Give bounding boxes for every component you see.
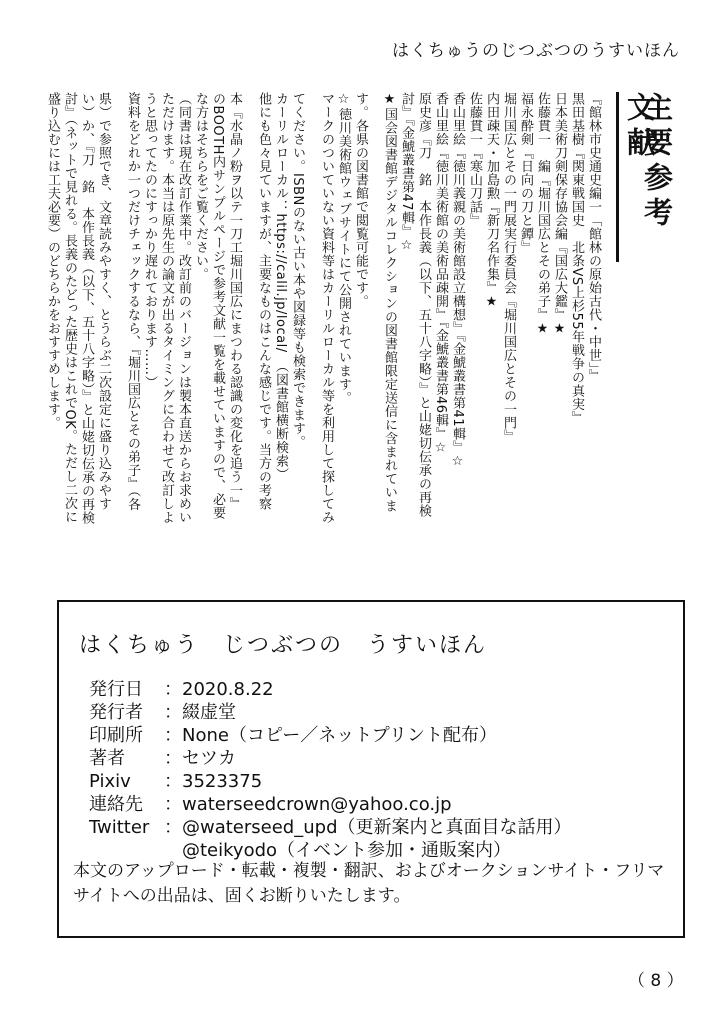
reference-entry: 日本美術刀剣保存協会編『国広大鑑』★ [552,92,567,337]
colophon-row [89,770,572,793]
colophon-title: はくちゅう じつぶつの うすいほん [79,633,488,658]
reference-note: な方はそちらをご覧ください。 [193,92,208,281]
twitter-handle[interactable]: @teikyodo（イベント参加・通販案内） [164,840,512,861]
row-label: 著者 [89,748,125,769]
row-value: ：3523375 [164,771,263,792]
reference-note: い）か、『刀 銘 本作長義（以下、五十八字略）』と山姥切伝承の再検 [79,92,94,525]
reference-note: す。各県の図書館で閲覧可能です。 [353,92,368,308]
reference-entry: 香山里絵『徳川美術館の美術品疎開』『金鯱叢書第46輯』☆ [433,92,448,457]
row-label: 連絡先 [89,794,143,815]
references-title: 主要参考文献 [616,92,665,262]
reference-entry: 『館林市史通史編一「館林の原始古代・中世」』 [586,92,601,383]
reference-note: 資料をどれか一つだけチェックするなら、『堀川国広とその弟子』（各 [125,92,140,511]
reference-entry: 堀川国広とその一門展実行委員会『堀川国広とその一門』 [501,92,516,443]
reference-note: （同書は現在改訂作業中。改訂前のバージョンは製本直送からお求めい [176,92,191,524]
row-label: 発行日 [89,679,143,700]
reference-note: 本『水晶ノ粉ヲ以テ一刀工堀川国広にまつわる認識の変化を追う一』 [227,92,242,511]
row-label: 発行者 [89,702,143,723]
reference-entry: 原史彦『刀 銘 本作長義（以下、五十八字略）』と山姥切伝承の再検 [416,92,431,518]
row-value: ：セツカ [164,748,236,769]
references-section [45,92,674,547]
reference-note: カーリルローカル：https://calil.jp/local/ （図書館横断検索） [273,92,288,482]
reference-note: 県）で参照でき、文章読みやすく、とうらぶ二次設定に盛り込みやす [96,92,111,511]
colophon-box [57,600,685,938]
copyright-notice: 本文のアップロード・転載・複製・翻訳、およびオークションサイト・フリマサイトへの出品は、固くお断りいたします。 [73,861,665,906]
colophon-row [89,678,572,701]
reference-entry: 佐藤貫一『寒山刀話』 [467,92,482,227]
reference-note: のBOOTH内サンプルページで参考文献一覧を載せていますので、必要 [210,92,225,520]
reference-note: 討』（ネットで見れる。長義のたどった歴史はこれでOK。ただし二次に [62,92,77,524]
colophon-info [89,678,572,862]
colophon-row [89,793,572,816]
row-value: ：2020.8.22 [164,679,274,700]
colophon-row [89,816,572,839]
contact-email[interactable]: ：waterseedcrown@yahoo.co.jp [164,794,452,815]
reference-note: ★国会図書館デジタルコレクションの図書館限定送信に含まれていま [382,92,397,513]
reference-note: ただけます。本当は原先生の論文が出るタイミングに合わせて改訂しよ [159,92,174,524]
twitter-handle[interactable]: ：@waterseed_upd（更新案内と真面目な話用） [164,817,572,838]
row-label: Twitter [89,817,150,838]
row-value: ：綴虚堂 [164,702,236,723]
row-value: ：None（コピー／ネットプリント配布） [164,725,497,746]
running-header: はくちゅうのじつぶつのうすいほん [392,41,680,61]
colophon-row [89,747,572,770]
reference-entry: 黒田基樹『関東戦国史 北条VS上杉55年戦争の真実』 [569,92,584,425]
reference-entry: 佐藤貫一 編『堀川国広とその弟子』★ [535,92,550,337]
row-label: 印刷所 [89,725,143,746]
reference-note: 他にも色々見ていますが、主要なものはこんな感じです。当方の考察 [256,92,271,511]
colophon-row [89,701,572,724]
page-number: （ 8 ） [628,971,684,991]
reference-note: 盛り込むには工夫必要）のどちらかをおすすめします。 [45,92,60,430]
reference-entry: 内田疎天・加島勲『新刀名作集』★ [484,92,499,310]
row-label: Pixiv [89,771,131,792]
reference-note: うと思ってたのにすっかり遅れております……） [142,92,157,389]
colophon-row [89,724,572,747]
reference-entry: 福永酔剣『日向の刀と鐔』 [518,92,533,254]
reference-entry: 香山里絵『徳川義親の美術館設立構想』『金鯱叢書第41輯』☆ [450,92,465,470]
reference-note: てください。ISBNのない古い本や図録等も検索できます。 [290,92,305,449]
reference-entry: 討』『金鯱叢書第47輯』☆ [399,92,414,254]
reference-note: ☆徳川美術館ウェブサイトにて公開されています。 [336,92,351,405]
reference-note: マークのついていない資料等はカーリルローカル等を利用して探してみ [319,92,334,524]
